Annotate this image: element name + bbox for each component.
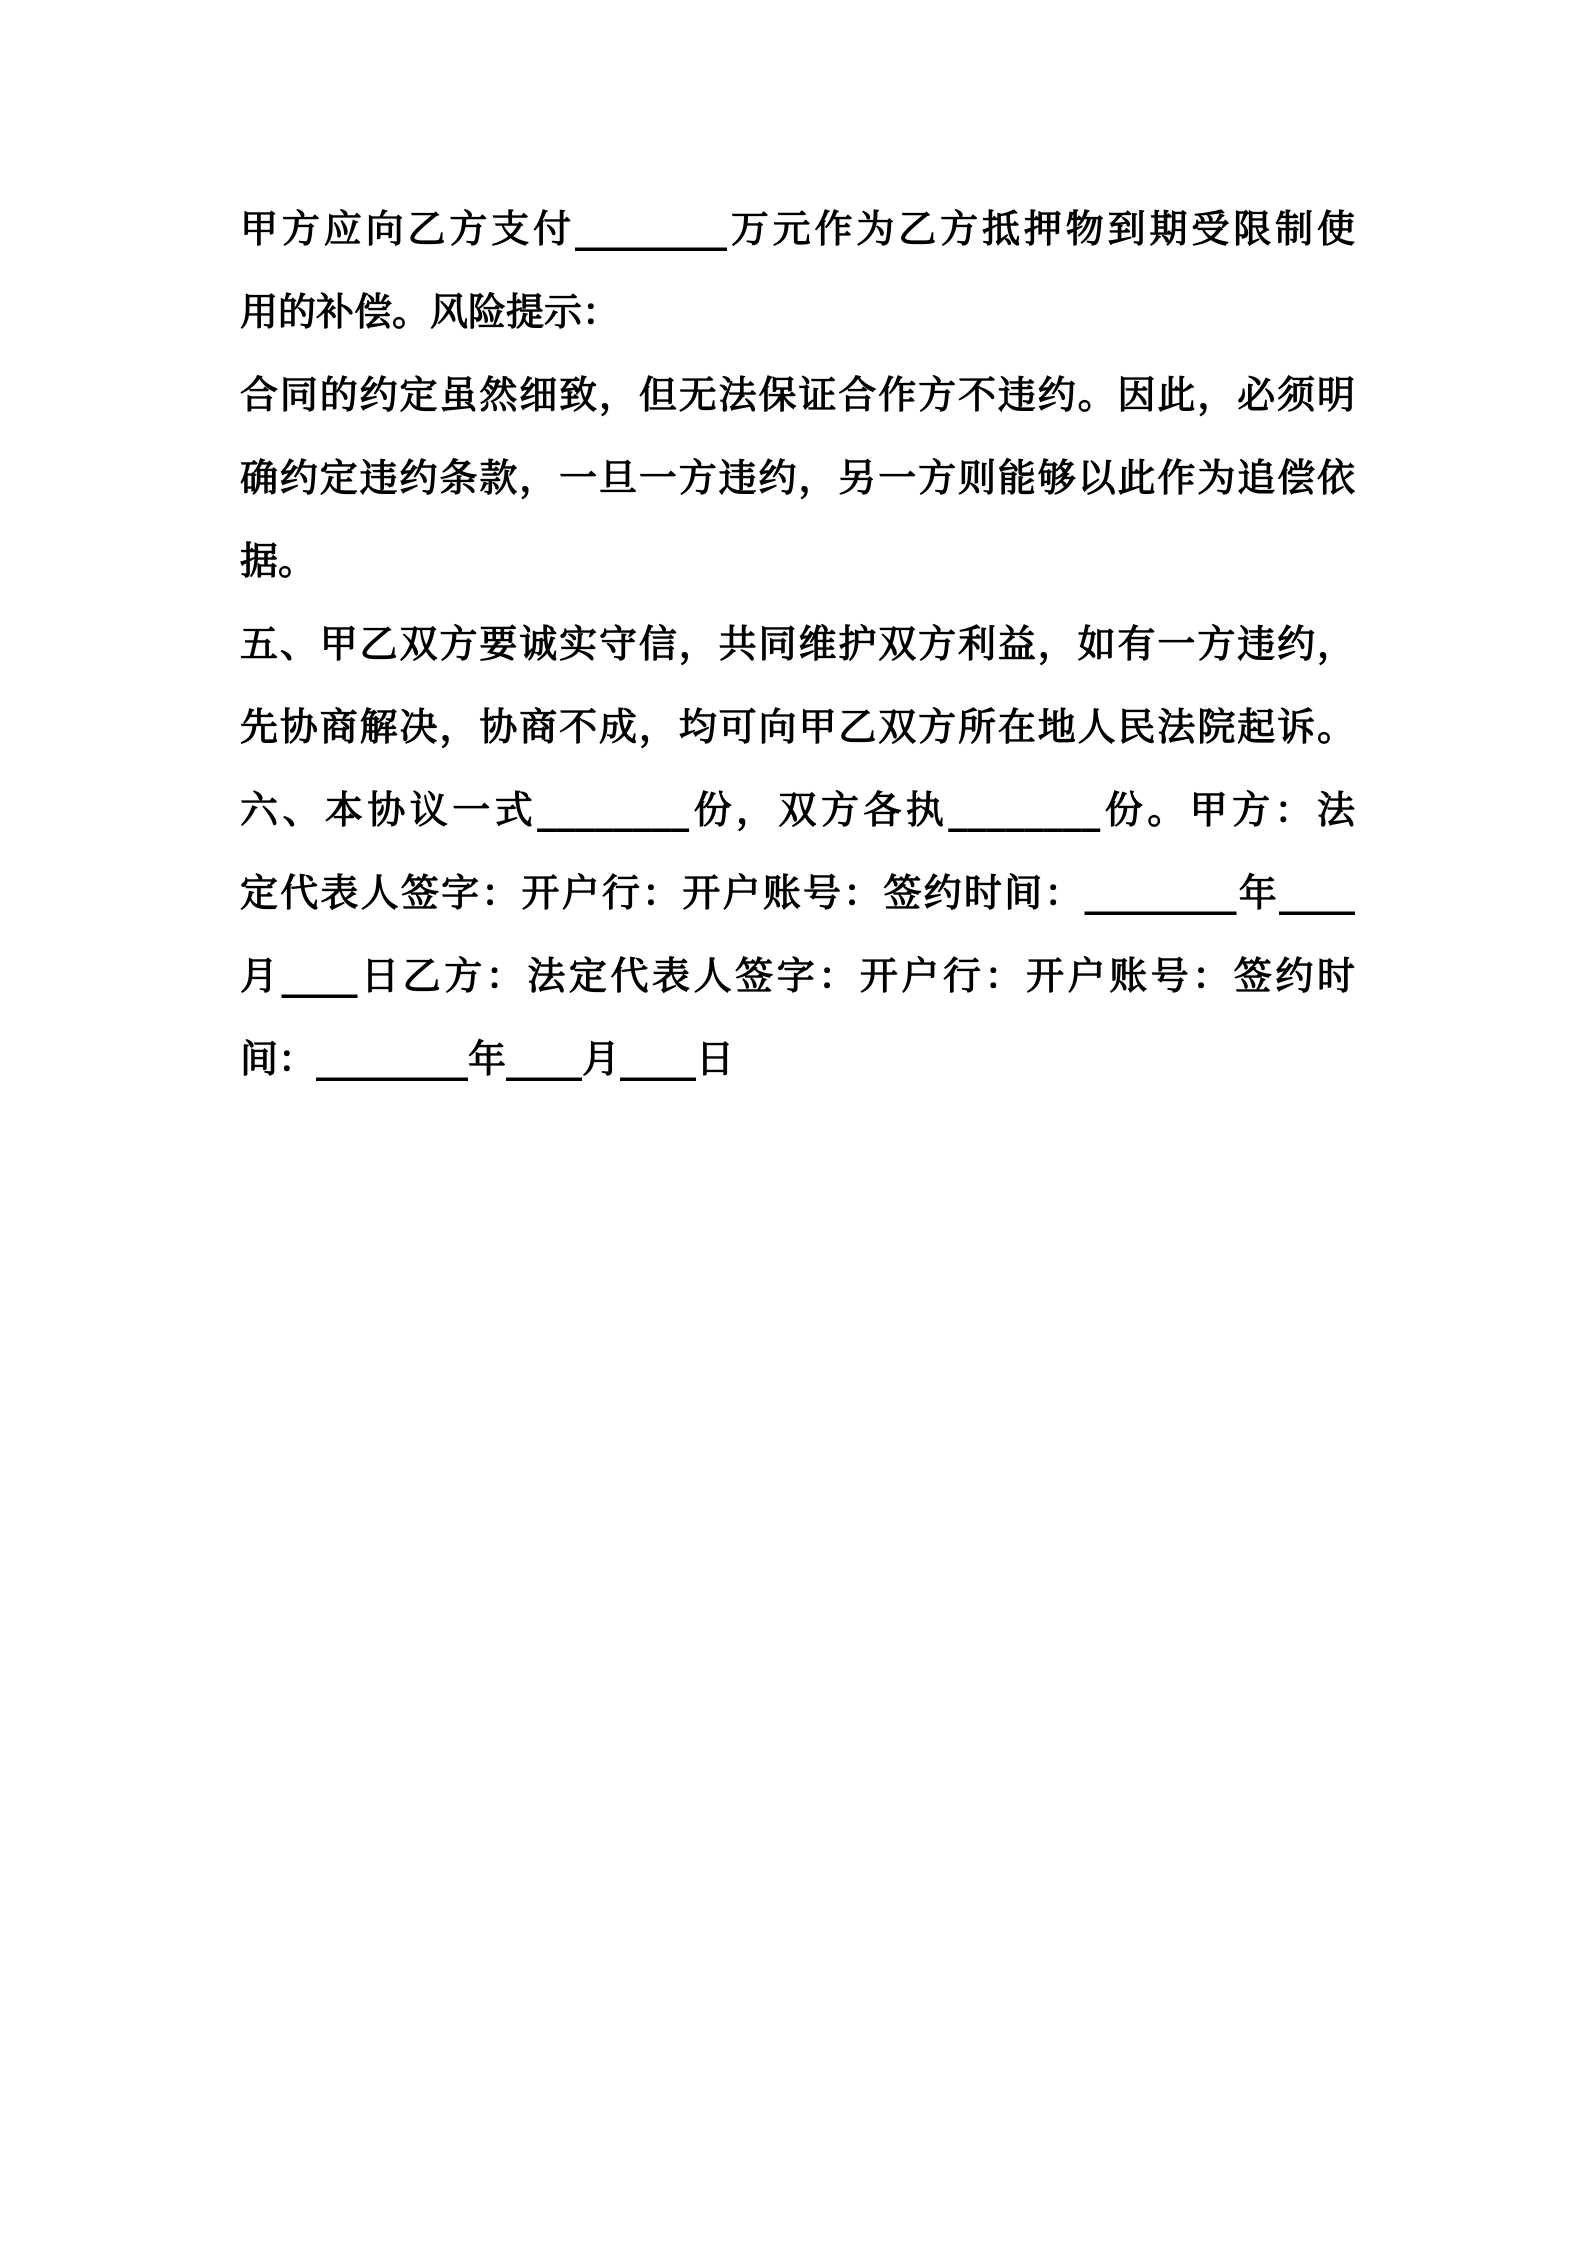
paragraph-line: 用的补偿。风险提示： <box>240 290 621 334</box>
paragraph-line: 据。 <box>240 539 317 583</box>
paragraph-line: 间：________年____月____日 <box>240 1037 735 1081</box>
paragraph-line: 月____日乙方：法定代表人签字：开户行：开户账号：签约时 <box>240 954 1355 998</box>
paragraph-line: 先协商解决，协商不成，均可向甲乙双方所在地人民法院起诉。 <box>240 705 1355 749</box>
contract-text-block <box>240 188 1355 1101</box>
paragraph-line: 确约定违约条款，一旦一方违约，另一方则能够以此作为追偿依 <box>240 456 1355 500</box>
paragraph-line: 五、甲乙双方要诚实守信，共同维护双方利益，如有一方违约， <box>240 622 1355 666</box>
paragraph-line: 六、本协议一式________份，双方各执________份。甲方：法 <box>240 788 1355 832</box>
paragraph-line: 合同的约定虽然细致，但无法保证合作方不违约。因此，必须明 <box>240 373 1355 417</box>
paragraph-line: 甲方应向乙方支付________万元作为乙方抵押物到期受限制使 <box>240 207 1355 251</box>
paragraph-line: 定代表人签字：开户行：开户账号：签约时间：________年____ <box>240 871 1355 915</box>
